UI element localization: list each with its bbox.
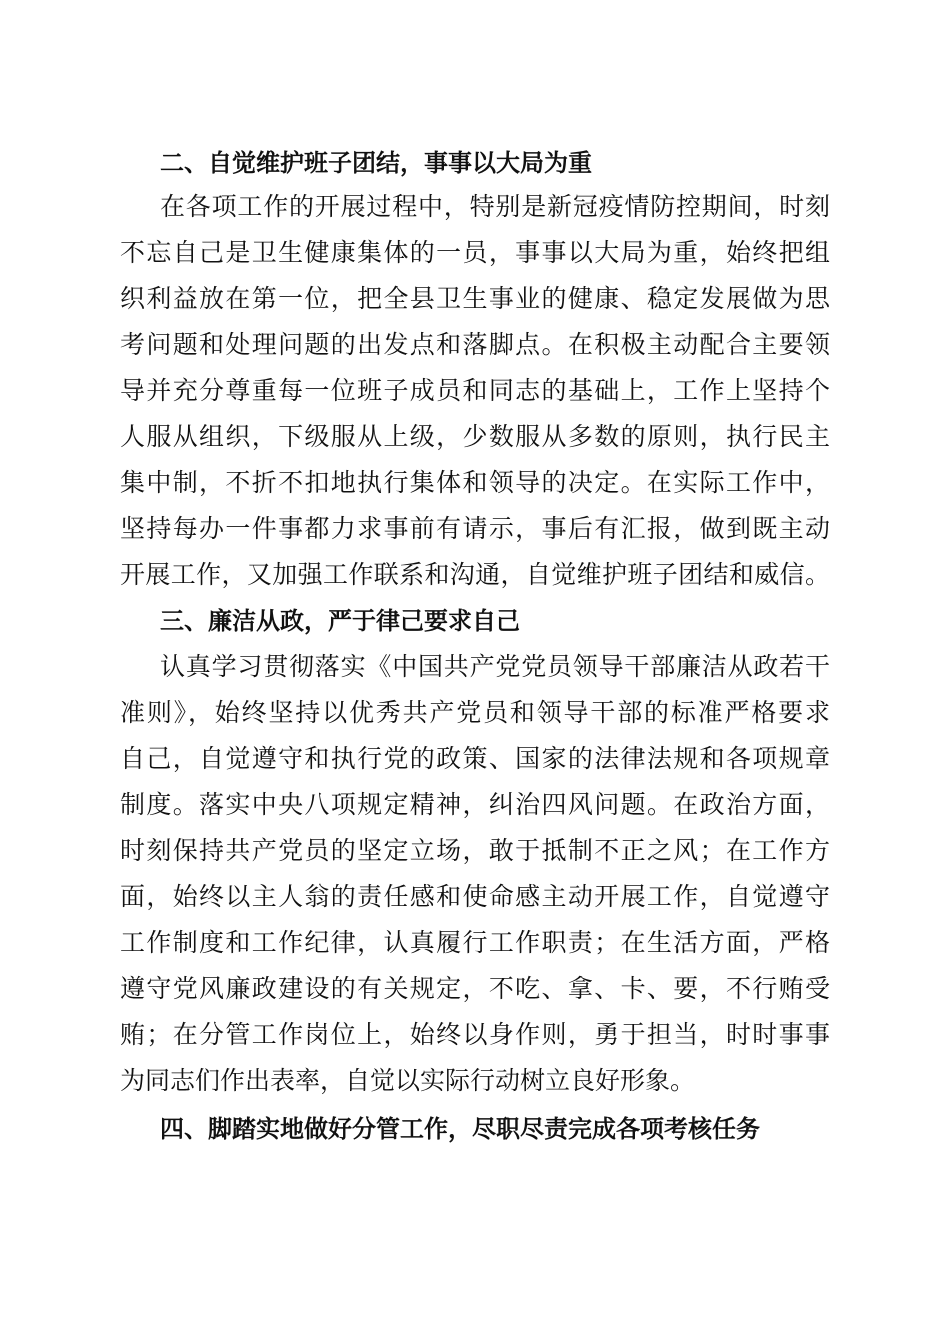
paragraph-line: 织利益放在第一位，把全县卫生事业的健康、稳定发展做为思 <box>120 284 830 313</box>
paragraph-line: 自己，自觉遵守和执行党的政策、国家的法律法规和各项规章 <box>120 744 830 773</box>
paragraph-line: 开展工作，又加强工作联系和沟通，自觉维护班子团结和威信。 <box>120 560 830 589</box>
paragraph-line: 遵守党风廉政建设的有关规定，不吃、拿、卡、要，不行贿受 <box>120 974 830 1003</box>
paragraph-line: 集中制，不折不扣地执行集体和领导的决定。在实际工作中， <box>120 468 830 497</box>
paragraph-line: 面，始终以主人翁的责任感和使命感主动开展工作，自觉遵守 <box>120 882 830 911</box>
paragraph-line: 准则》，始终坚持以优秀共产党员和领导干部的标准严格要求 <box>120 698 830 727</box>
paragraph-line: 考问题和处理问题的出发点和落脚点。在积极主动配合主要领 <box>120 330 830 359</box>
paragraph-line: 坚持每办一件事都力求事前有请示，事后有汇报，做到既主动 <box>120 514 830 543</box>
paragraph-line: 工作制度和工作纪律，认真履行工作职责；在生活方面，严格 <box>120 928 830 957</box>
section-heading-4: 四、脚踏实地做好分管工作，尽职尽责完成各项考核任务 <box>160 1115 760 1143</box>
paragraph-line: 制度。落实中央八项规定精神，纠治四风问题。在政治方面， <box>120 790 830 819</box>
section-heading-3: 三、廉洁从政，严于律己要求自己 <box>160 607 520 635</box>
paragraph-line: 为同志们作出表率，自觉以实际行动树立良好形象。 <box>120 1066 696 1095</box>
paragraph-line: 认真学习贯彻落实《中国共产党党员领导干部廉洁从政若干 <box>160 652 830 681</box>
paragraph-line: 贿；在分管工作岗位上，始终以身作则，勇于担当，时时事事 <box>120 1020 830 1049</box>
paragraph-line: 导并充分尊重每一位班子成员和同志的基础上，工作上坚持个 <box>120 376 830 405</box>
section-heading-2: 二、自觉维护班子团结，事事以大局为重 <box>160 149 592 177</box>
paragraph-line: 在各项工作的开展过程中，特别是新冠疫情防控期间，时刻 <box>160 192 830 221</box>
paragraph-line: 不忘自己是卫生健康集体的一员，事事以大局为重，始终把组 <box>120 238 830 267</box>
paragraph-line: 时刻保持共产党员的坚定立场，敢于抵制不正之风；在工作方 <box>120 836 830 865</box>
paragraph-line: 人服从组织，下级服从上级，少数服从多数的原则，执行民主 <box>120 422 830 451</box>
